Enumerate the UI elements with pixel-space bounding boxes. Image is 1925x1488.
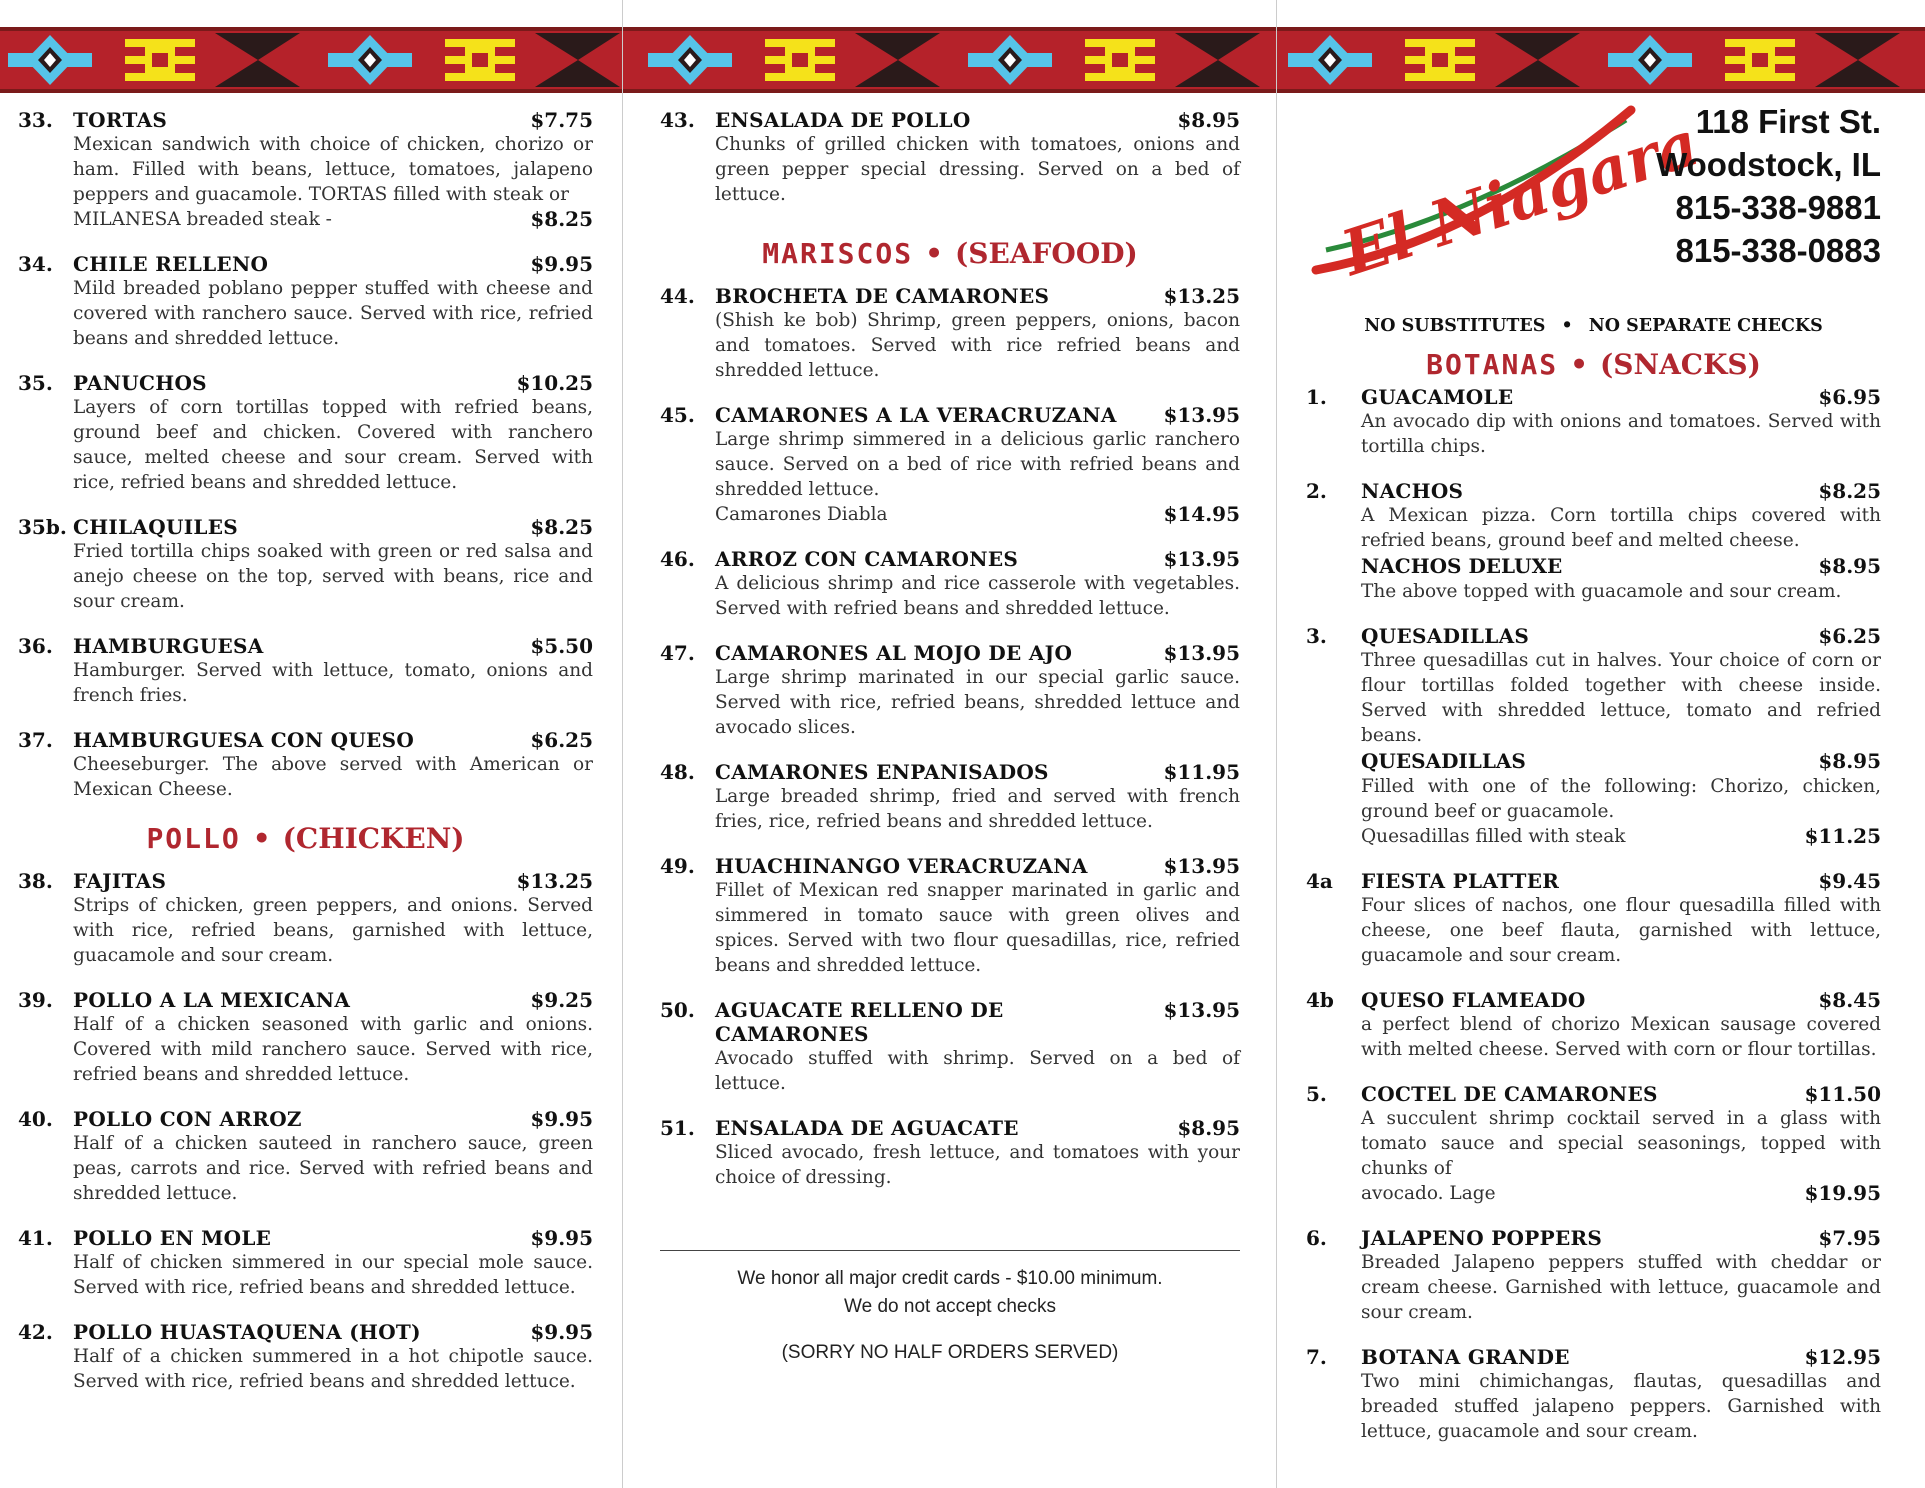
menu-item [1306, 1082, 1881, 1206]
item-number: 33. [18, 108, 53, 132]
item-price: $9.95 [530, 1320, 593, 1344]
menu-item [18, 988, 593, 1087]
menu-item [1306, 479, 1881, 604]
notice-separator: • [1561, 316, 1573, 336]
menu-column-2 [660, 108, 1240, 1367]
item-number: 51. [660, 1116, 695, 1140]
sub-option-price: $19.95 [1804, 1181, 1881, 1205]
item-description: Four slices of nachos, one flour quesadilla filled with cheese, one beef flauta, garnished with lettuce, guacamole and sour cream. [1361, 895, 1881, 966]
item-description: Large breaded shrimp, fried and served with french fries, rice, refried beans and shredded lettuce. [715, 786, 1240, 832]
item-description: A Mexican pizza. Corn tortilla chips covered with refried beans, ground beef and melted cheese. [1361, 505, 1881, 551]
phone-number[interactable]: 815-338-9881 [1675, 189, 1881, 226]
address-block [1656, 100, 1881, 272]
item-description: Half of a chicken summered in a hot chipotle sauce. Served with rice, refried beans and shredded lettuce. [73, 1346, 593, 1392]
menu-item [1306, 624, 1881, 849]
item-number: 35b. [18, 515, 67, 539]
item-name: POLLO EN MOLE [73, 1226, 272, 1250]
item-number: 39. [18, 988, 53, 1012]
sub-item-description: Filled with one of the following: Chorizo, chicken, ground beef or guacamole. [1361, 776, 1881, 822]
item-price: $9.45 [1818, 869, 1881, 893]
section-title-english: (SEAFOOD) [955, 237, 1138, 270]
sub-option [660, 502, 1240, 527]
item-name: JALAPENO POPPERS [1361, 1226, 1603, 1250]
item-description: A delicious shrimp and rice casserole with vegetables. Served with refried beans and shredded lettuce. [715, 573, 1240, 619]
sub-option-text: avocado. Lage [1361, 1183, 1496, 1204]
menu-item-header [660, 403, 1240, 427]
item-description: Large shrimp simmered in a delicious garlic ranchero sauce. Served on a bed of rice with refried beans and shredded lettuce. [715, 429, 1240, 500]
item-price: $11.50 [1804, 1082, 1881, 1106]
item-name: HUACHINANGO VERACRUZANA [715, 854, 1088, 878]
item-number: 41. [18, 1226, 53, 1250]
item-number: 40. [18, 1107, 53, 1131]
item-name: ARROZ CON CAMARONES [715, 547, 1019, 571]
item-number: 47. [660, 641, 695, 665]
menu-item [660, 998, 1240, 1096]
item-price: $9.95 [530, 1107, 593, 1131]
item-price: $13.95 [1163, 854, 1240, 878]
sub-option-price: $8.25 [530, 207, 593, 231]
item-description: Sliced avocado, fresh lettuce, and tomatoes with your choice of dressing. [715, 1142, 1240, 1188]
item-name: COCTEL DE CAMARONES [1361, 1082, 1658, 1106]
item-price: $13.95 [1163, 403, 1240, 427]
item-name: CAMARONES A LA VERACRUZANA [715, 403, 1117, 427]
menu-item [18, 252, 593, 351]
item-name: CAMARONES AL MOJO DE AJO [715, 641, 1073, 665]
menu-item-header [660, 108, 1240, 132]
item-price: $7.95 [1818, 1226, 1881, 1250]
section-heading-botanas: BOTANAS • (SNACKS) [1426, 348, 1761, 381]
item-number: 38. [18, 869, 53, 893]
item-name: BROCHETA DE CAMARONES [715, 284, 1050, 308]
notice-text: NO SEPARATE CHECKS [1588, 316, 1823, 336]
menu-item-header [18, 988, 593, 1012]
item-description: An avocado dip with onions and tomatoes. Served with tortilla chips. [1361, 411, 1881, 457]
menu-item-header [18, 1320, 593, 1344]
header-block [1306, 100, 1881, 310]
menu-item-header [18, 1107, 593, 1131]
menu-item [18, 1320, 593, 1394]
item-description: Large shrimp marinated in our special garlic sauce. Served with rice, refried beans, shredded lettuce and avocado slices. [715, 667, 1240, 738]
menu-item [18, 634, 593, 708]
menu-item [18, 371, 593, 495]
item-number: 42. [18, 1320, 53, 1344]
item-number: 4a [1306, 869, 1333, 893]
item-name: QUESO FLAMEADO [1361, 988, 1586, 1012]
item-price: $8.25 [1818, 479, 1881, 503]
item-name: CAMARONES ENPANISADOS [715, 760, 1049, 784]
menu-item-header [18, 515, 593, 539]
footer-line: We do not accept checks [844, 1296, 1056, 1317]
section-title-spanish: POLLO [146, 822, 241, 855]
item-name: POLLO CON ARROZ [73, 1107, 302, 1131]
item-price: $8.95 [1177, 1116, 1240, 1140]
sub-item-price: $8.95 [1818, 749, 1881, 773]
item-number: 5. [1306, 1082, 1327, 1106]
menu-item-header [18, 108, 593, 132]
menu-item-header [1306, 869, 1881, 893]
item-number: 46. [660, 547, 695, 571]
item-name: FIESTA PLATTER [1361, 869, 1560, 893]
item-price: $9.95 [530, 1226, 593, 1250]
item-name: ENSALADA DE AGUACATE [715, 1116, 1019, 1140]
item-price: $10.25 [516, 371, 593, 395]
menu-item [660, 760, 1240, 834]
divider [660, 1250, 1240, 1251]
menu-item [1306, 385, 1881, 459]
menu-item-header [660, 1116, 1240, 1140]
item-description: Fried tortilla chips soaked with green or red salsa and anejo cheese on the top, served with beans, rice and sour cream. [73, 541, 593, 612]
menu-item [1306, 869, 1881, 968]
item-description: Strips of chicken, green peppers, and onions. Served with rice, refried beans, garnished with lettuce, guacamole and sour cream. [73, 895, 593, 966]
item-number: 7. [1306, 1345, 1327, 1369]
item-name: QUESADILLAS [1361, 624, 1530, 648]
item-name: ENSALADA DE POLLO [715, 108, 971, 132]
menu-item-header [1306, 479, 1881, 503]
item-number: 48. [660, 760, 695, 784]
menu-item-header [1306, 624, 1881, 648]
sub-option-price: $14.95 [1163, 502, 1240, 526]
policy-notice [1306, 316, 1881, 336]
city-line: Woodstock, IL [1656, 146, 1881, 183]
item-price: $6.25 [530, 728, 593, 752]
menu-item [660, 108, 1240, 207]
svg-text:El Niagara: El Niagara [1333, 106, 1707, 290]
sub-item-price: $8.95 [1818, 554, 1881, 578]
menu-item-header [660, 760, 1240, 784]
menu-column-1 [18, 108, 593, 1414]
item-price: $5.50 [530, 634, 593, 658]
menu-item-header [660, 284, 1240, 308]
item-number: 34. [18, 252, 53, 276]
item-description: Two mini chimichangas, flautas, quesadillas and breaded stuffed jalapeno peppers. Garnished with lettuce, guacamole and sour cream. [1361, 1371, 1881, 1442]
item-description: Cheeseburger. The above served with American or Mexican Cheese. [73, 754, 593, 800]
item-number: 44. [660, 284, 695, 308]
item-description: (Shish ke bob) Shrimp, green peppers, onions, bacon and tomatoes. Served with rice refried beans and shredded lettuce. [715, 310, 1240, 381]
menu-item [18, 1107, 593, 1206]
section-heading-pollo: POLLO • (CHICKEN) [146, 822, 465, 855]
menu-item-header [1306, 1082, 1881, 1106]
item-description: Half of chicken simmered in our special mole sauce. Served with rice, refried beans and shredded lettuce. [73, 1252, 593, 1298]
item-name: GUACAMOLE [1361, 385, 1514, 409]
sub-item-description: The above topped with guacamole and sour cream. [1361, 581, 1842, 602]
menu-item-header [1306, 385, 1881, 409]
item-number: 43. [660, 108, 695, 132]
phone-number[interactable]: 815-338-0883 [1675, 232, 1881, 269]
item-description: a perfect blend of chorizo Mexican sausage covered with melted cheese. Served with corn or flour tortillas. [1361, 1014, 1881, 1060]
menu-item-header [18, 371, 593, 395]
menu-item [660, 403, 1240, 527]
item-description: Mild breaded poblano pepper stuffed with cheese and covered with ranchero sauce. Served with rice, refried beans and shredded lettuce. [73, 278, 593, 349]
menu-item-header [660, 547, 1240, 571]
item-price: $13.25 [516, 869, 593, 893]
notice-text: NO SUBSTITUTES [1364, 316, 1546, 336]
menu-item-header [18, 634, 593, 658]
menu-item [18, 108, 593, 232]
item-number: 49. [660, 854, 695, 878]
item-number: 37. [18, 728, 53, 752]
menu-item [660, 547, 1240, 621]
item-name: NACHOS [1361, 479, 1464, 503]
item-name: HAMBURGUESA [73, 634, 264, 658]
item-price: $13.25 [1163, 284, 1240, 308]
fold-line-1 [622, 0, 623, 1488]
item-description: Half of a chicken sauteed in ranchero sauce, green peas, carrots and rice. Served with refried beans and shredded lettuce. [73, 1133, 593, 1204]
item-price: $9.95 [530, 252, 593, 276]
sub-option-text: Quesadillas filled with steak [1361, 826, 1626, 847]
item-number: 2. [1306, 479, 1327, 503]
menu-item [1306, 1226, 1881, 1325]
sub-item-name: QUESADILLAS [1361, 749, 1526, 773]
menu-item [660, 1116, 1240, 1190]
item-price: $6.95 [1818, 385, 1881, 409]
section-title-spanish: MARISCOS [762, 237, 914, 270]
item-name: POLLO HUASTAQUENA (HOT) [73, 1320, 421, 1344]
menu-column-3 [1306, 100, 1881, 1464]
item-price: $9.25 [530, 988, 593, 1012]
item-name: TORTAS [73, 108, 168, 132]
section-title-english: (SNACKS) [1600, 348, 1761, 381]
menu-item-header [1306, 1226, 1881, 1250]
item-price: $8.45 [1818, 988, 1881, 1012]
item-name: POLLO A LA MEXICANA [73, 988, 351, 1012]
section-heading-mariscos: MARISCOS • (SEAFOOD) [762, 237, 1138, 270]
item-name: FAJITAS [73, 869, 167, 893]
item-number: 6. [1306, 1226, 1327, 1250]
sub-option-text: MILANESA breaded steak - [73, 209, 332, 230]
menu-item [18, 869, 593, 968]
footer-line: We honor all major credit cards - $10.00 minimum. [737, 1268, 1163, 1289]
item-name: BOTANA GRANDE [1361, 1345, 1570, 1369]
sub-option [18, 207, 593, 232]
item-description: Three quesadillas cut in halves. Your choice of corn or flour tortillas folded together with cheese inside. Served with shredded lettuce, tomato and refried beans. [1361, 650, 1881, 746]
menu-item [18, 515, 593, 614]
item-number: 1. [1306, 385, 1327, 409]
item-number: 3. [1306, 624, 1327, 648]
item-description: Mexican sandwich with choice of chicken, chorizo or ham. Filled with beans, lettuce, tomatoes, jalapeno peppers and guacamole. TORTAS filled with steak or [73, 134, 593, 205]
menu-item-header [660, 998, 1240, 1046]
sub-item-header [1306, 553, 1881, 579]
item-description: Hamburger. Served with lettuce, tomato, onions and french fries. [73, 660, 593, 706]
menu-item [18, 1226, 593, 1300]
menu-item [660, 641, 1240, 740]
menu-item [18, 728, 593, 802]
item-number: 45. [660, 403, 695, 427]
menu-item-header [1306, 1345, 1881, 1369]
item-price: $13.95 [1163, 998, 1240, 1022]
restaurant-logo [1306, 100, 1707, 300]
menu-item-header [1306, 988, 1881, 1012]
menu-item [660, 284, 1240, 383]
sub-option-price: $11.25 [1804, 824, 1881, 848]
item-name: CHILE RELLENO [73, 252, 269, 276]
menu-item-header [660, 641, 1240, 665]
sub-item-name: NACHOS DELUXE [1361, 554, 1563, 578]
item-price: $12.95 [1804, 1345, 1881, 1369]
item-description: Half of a chicken seasoned with garlic and onions. Covered with mild ranchero sauce. Served with rice, refried beans and shredded lettuce. [73, 1014, 593, 1085]
item-name: AGUACATE RELLENO DE CAMARONES [715, 998, 1004, 1046]
item-number: 50. [660, 998, 695, 1022]
item-price: $13.95 [1163, 547, 1240, 571]
item-name: PANUCHOS [73, 371, 207, 395]
menu-item [1306, 1345, 1881, 1444]
menu-item-header [18, 252, 593, 276]
item-description: A succulent shrimp cocktail served in a glass with tomato sauce and special seasonings, topped with chunks of [1361, 1108, 1881, 1179]
item-description: Layers of corn tortillas topped with refried beans, ground beef and chicken. Covered with ranchero sauce, melted cheese and sour cream. Served with rice, refried beans and shredded lettuce. [73, 397, 593, 493]
item-number: 36. [18, 634, 53, 658]
item-price: $7.75 [530, 108, 593, 132]
item-price: $8.25 [530, 515, 593, 539]
item-description: Chunks of grilled chicken with tomatoes, onions and green pepper special dressing. Served on a bed of lettuce. [715, 134, 1240, 205]
sub-option-text: Camarones Diabla [715, 504, 888, 525]
address-line: 118 First St. [1695, 103, 1881, 140]
fold-line-2 [1276, 0, 1277, 1488]
menu-item-header [18, 728, 593, 752]
footer-line: (SORRY NO HALF ORDERS SERVED) [781, 1342, 1119, 1363]
menu-item-header [18, 869, 593, 893]
item-number: 35. [18, 371, 53, 395]
aztec-banner [0, 27, 1925, 93]
item-name: HAMBURGUESA CON QUESO [73, 728, 415, 752]
item-number: 4b [1306, 988, 1334, 1012]
item-price: $11.95 [1163, 760, 1240, 784]
sub-item-header [1306, 748, 1881, 774]
item-name: CHILAQUILES [73, 515, 239, 539]
menu-item [660, 854, 1240, 978]
item-description: Breaded Jalapeno peppers stuffed with cheddar or cream cheese. Garnished with lettuce, guacamole and sour cream. [1361, 1252, 1881, 1323]
section-title-english: (CHICKEN) [282, 822, 465, 855]
menu-item [1306, 988, 1881, 1062]
section-title-spanish: BOTANAS [1426, 348, 1559, 381]
menu-item-header [660, 854, 1240, 878]
item-price: $8.95 [1177, 108, 1240, 132]
item-price: $6.25 [1818, 624, 1881, 648]
item-description: Fillet of Mexican red snapper marinated in garlic and simmered in tomato sauce with green olives and spices. Served with two flour quesadillas, rice, refried beans and shredded lettuce. [715, 880, 1240, 976]
sub-option [1306, 824, 1881, 849]
payment-note [660, 1265, 1240, 1367]
item-description: Avocado stuffed with shrimp. Served on a bed of lettuce. [715, 1048, 1240, 1094]
sub-option [1306, 1181, 1881, 1206]
menu-item-header [18, 1226, 593, 1250]
item-price: $13.95 [1163, 641, 1240, 665]
